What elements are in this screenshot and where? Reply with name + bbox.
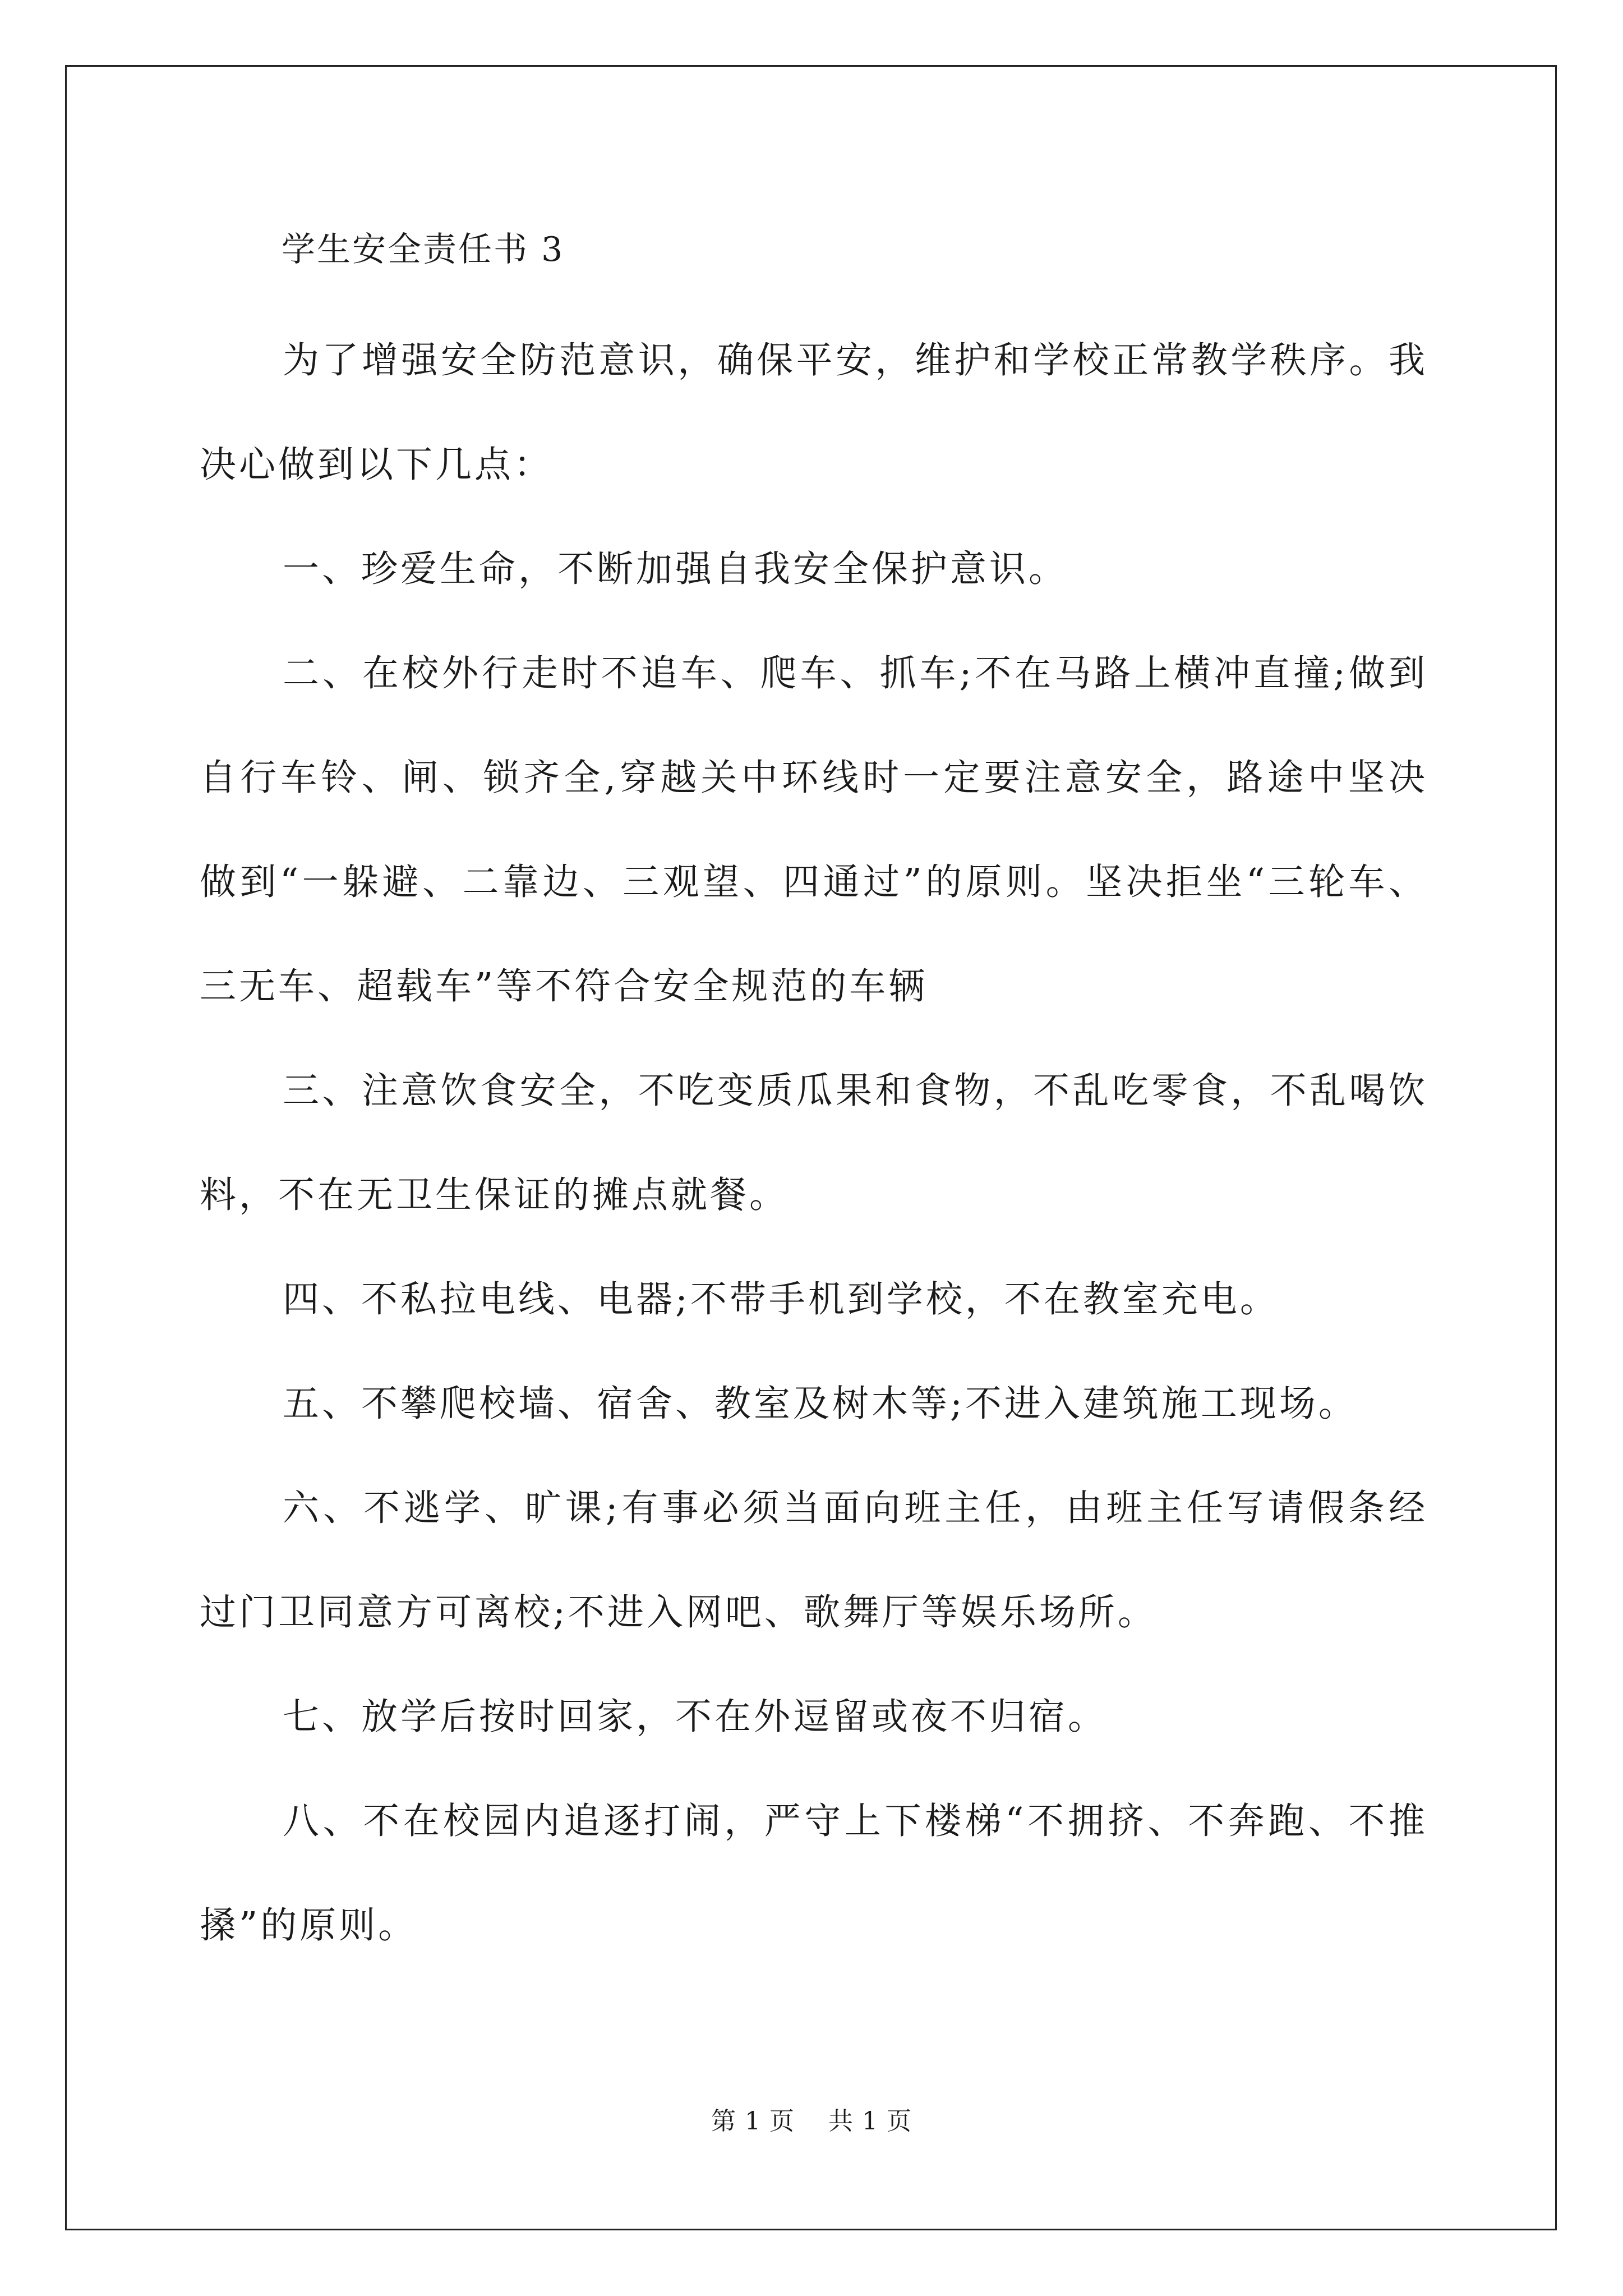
page-number: 第 1 页 <box>711 2107 795 2136</box>
item-4: 四、不私拉电线、电器;不带手机到学校，不在教室充电。 <box>283 1278 1279 1320</box>
intro-paragraph: 为了增强安全防范意识，确保平安，维护和学校正常教学秩序。我决心做到以下几点： <box>200 339 1428 486</box>
page-total: 共 1 页 <box>828 2107 912 2136</box>
item-2: 二、在校外行走时不追车、爬车、抓车;不在马路上横冲直撞;做到自行车铃、闸、锁齐全,穿越关中环线时一定要注意安全，路途中坚决做到“一躲避、二靠边、三观望、四通过”的原则。坚决拒坐“三轮车、三无车、超载车”等不符合安全规范的车辆 <box>200 652 1428 1007</box>
page-footer <box>0 2101 1623 2137</box>
document-body <box>200 208 1428 1978</box>
item-8: 八、不在校园内追逐打闹，严守上下楼梯“不拥挤、不奔跑、不推搡”的原则。 <box>200 1800 1428 1947</box>
item-5: 五、不攀爬校墙、宿舍、教室及树木等;不进入建筑施工现场。 <box>283 1383 1358 1425</box>
item-1: 一、珍爱生命，不断加强自我安全保护意识。 <box>283 548 1068 590</box>
document-title: 学生安全责任书 3 <box>282 230 565 269</box>
item-3: 三、注意饮食安全，不吃变质瓜果和食物，不乱吃零食，不乱喝饮料，不在无卫生保证的摊点就餐。 <box>200 1070 1428 1216</box>
item-7: 七、放学后按时回家，不在外逗留或夜不归宿。 <box>283 1696 1108 1738</box>
item-6: 六、不逃学、旷课;有事必须当面向班主任，由班主任写请假条经过门卫同意方可离校;不进入网吧、歌舞厅等娱乐场所。 <box>200 1487 1428 1634</box>
